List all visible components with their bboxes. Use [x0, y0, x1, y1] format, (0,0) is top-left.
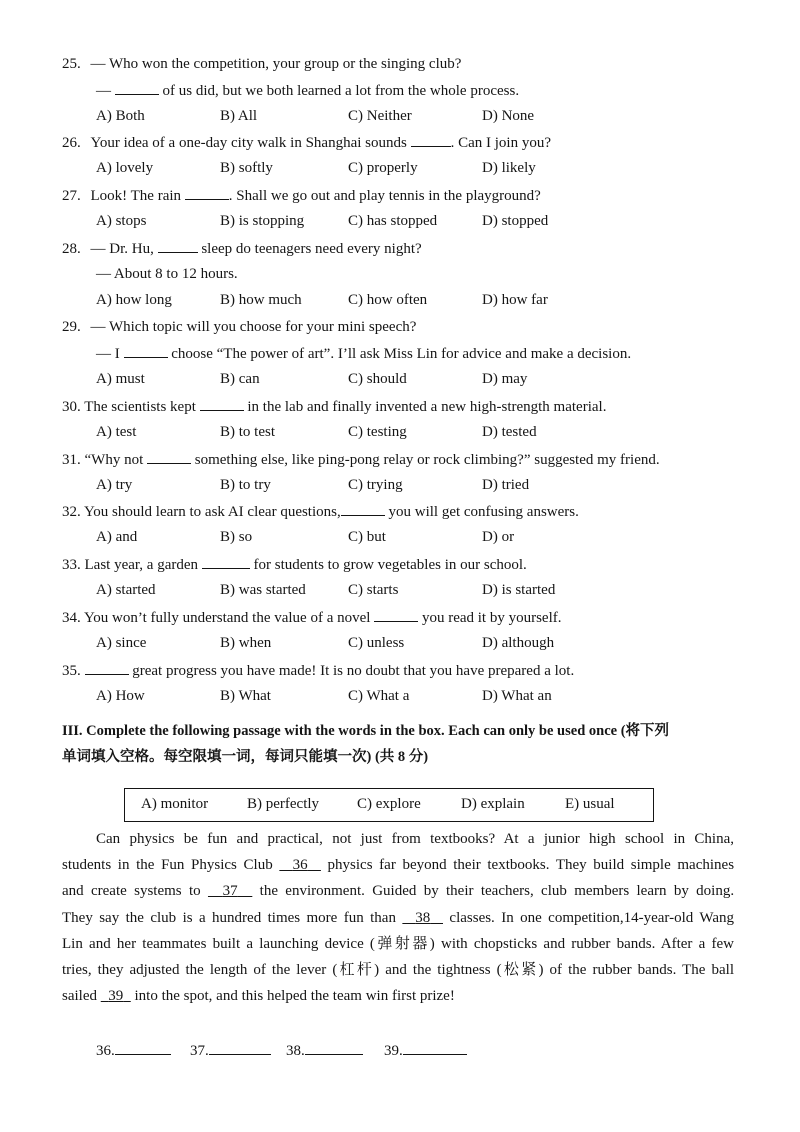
option-d: D) tried: [482, 477, 530, 493]
answer-field[interactable]: [115, 1040, 171, 1055]
option-a: A) stops: [96, 213, 147, 229]
option-a: A) lovely: [96, 160, 154, 176]
question-text: “Why not: [84, 452, 144, 468]
question-text: — Who won the competition, your group or the singing club?: [90, 56, 462, 72]
question-31: [62, 449, 660, 470]
question-text: you will get confusing answers.: [388, 504, 579, 520]
answer-blank: [374, 607, 418, 622]
option-a: A) how long: [96, 292, 172, 308]
options-33: [96, 580, 696, 600]
question-text: The scientists kept: [84, 399, 196, 415]
question-28-line2: [96, 264, 238, 284]
option-a: A) must: [96, 371, 145, 387]
option-d: D) tested: [482, 424, 537, 440]
option-d: D) may: [482, 371, 528, 387]
option-a: A) test: [96, 424, 137, 440]
options-30: [96, 422, 696, 442]
question-text: — Which topic will you choose for your mini speech?: [90, 319, 417, 335]
passage-line: sailed 39 into the spot, and this helped the team win first prize!: [62, 988, 455, 1005]
options-35: [96, 686, 696, 706]
option-c: C) but: [348, 529, 386, 545]
answer-blank: [185, 185, 229, 200]
question-number: 31.: [62, 452, 81, 468]
question-30: [62, 396, 606, 417]
option-b: B) softly: [220, 160, 273, 176]
question-number: 30.: [62, 399, 81, 415]
options-25: [96, 106, 696, 126]
question-number: 27.: [62, 188, 81, 204]
option-b: B) was started: [220, 582, 306, 598]
question-text: great progress you have made! It is no doubt that you have prepared a lot.: [132, 663, 575, 679]
passage-line: tries, they adjusted the length of the lever (杠杆) and the tightness (松紧) of the rubber bands. The ball: [62, 962, 734, 979]
option-b: B) can: [220, 371, 260, 387]
option-c: C) starts: [348, 582, 399, 598]
option-c: C) testing: [348, 424, 407, 440]
question-number: 29.: [62, 319, 81, 335]
word-option: B) perfectly: [247, 796, 320, 812]
question-text: of us did, but we both learned a lot from the whole process.: [162, 83, 520, 99]
section-heading: III. Complete the following passage with the words in the box. Each can only be used once (将下列: [62, 723, 670, 739]
option-d: D) or: [482, 529, 515, 545]
question-29-line2: [96, 343, 631, 364]
options-26: [96, 158, 696, 178]
option-d: D) is started: [482, 582, 556, 598]
option-b: B) when: [220, 635, 272, 651]
answer-field[interactable]: [403, 1040, 467, 1055]
options-28: [96, 290, 696, 310]
option-c: C) What a: [348, 688, 410, 704]
question-number: 26.: [62, 135, 81, 151]
option-c: C) trying: [348, 477, 403, 493]
option-b: B) is stopping: [220, 213, 305, 229]
option-c: C) properly: [348, 160, 418, 176]
question-text: something else, like ping-pong relay or rock climbing?” suggested my friend.: [194, 452, 660, 468]
option-a: A) How: [96, 688, 145, 704]
dash: —: [96, 83, 115, 99]
question-27: [62, 185, 541, 206]
option-c: C) how often: [348, 292, 428, 308]
option-d: D) What an: [482, 688, 552, 704]
answer-36: 36.: [96, 1040, 171, 1060]
answer-39: 39.: [384, 1040, 467, 1060]
question-number: 34.: [62, 610, 81, 626]
question-text: — I: [96, 346, 120, 362]
question-text: Your idea of a one-day city walk in Shanghai sounds: [90, 135, 407, 151]
word-option: C) explore: [357, 796, 421, 812]
option-b: B) All: [220, 108, 258, 124]
options-27: [96, 211, 696, 231]
options-31: [96, 475, 696, 495]
question-text: Look! The rain: [90, 188, 182, 204]
answer-blank: [147, 449, 191, 464]
answer-field[interactable]: [305, 1040, 363, 1055]
answer-blank: [411, 132, 451, 147]
question-35: [62, 660, 574, 681]
option-d: D) although: [482, 635, 555, 651]
question-text: you read it by yourself.: [421, 610, 562, 626]
question-text: . Shall we go out and play tennis in the playground?: [228, 188, 541, 204]
answer-blank: [158, 238, 198, 253]
passage-line: Lin and her teammates built a launching device (弹射器) with chopsticks and rubber bands. After a few: [62, 935, 734, 952]
question-text: sleep do teenagers need every night?: [201, 241, 422, 257]
passage: [62, 826, 734, 1009]
option-a: A) and: [96, 529, 138, 545]
question-text: in the lab and finally invented a new high-strength material.: [247, 399, 607, 415]
question-number: 33.: [62, 557, 81, 573]
question-26: [62, 132, 551, 153]
question-32: [62, 501, 579, 522]
option-b: B) What: [220, 688, 271, 704]
option-d: D) likely: [482, 160, 536, 176]
option-b: B) how much: [220, 292, 302, 308]
question-text: . Can I join you?: [450, 135, 551, 151]
question-25-line2: [96, 80, 519, 101]
question-text: choose “The power of art”. I’ll ask Miss Lin for advice and make a decision.: [171, 346, 632, 362]
option-b: B) to test: [220, 424, 275, 440]
answer-blank: [124, 343, 168, 358]
option-d: D) None: [482, 108, 535, 124]
answer-blank: [341, 501, 385, 516]
section-heading-cont: 单词填入空格。每空限填一词，每词只能填一次) (共 8 分): [62, 749, 429, 765]
answer-blank: [115, 80, 159, 95]
option-a: A) Both: [96, 108, 145, 124]
blank-37: 37: [222, 883, 238, 900]
option-c: C) Neither: [348, 108, 412, 124]
option-c: C) should: [348, 371, 407, 387]
answer-blank: [85, 660, 129, 675]
question-number: 28.: [62, 241, 81, 257]
option-d: D) stopped: [482, 213, 549, 229]
option-b: B) so: [220, 529, 253, 545]
word-option: D) explain: [461, 796, 525, 812]
option-a: A) since: [96, 635, 147, 651]
blank-39: 39: [108, 988, 124, 1005]
question-number: 32.: [62, 504, 81, 520]
options-32: [96, 527, 696, 547]
question-34: [62, 607, 562, 628]
options-29: [96, 369, 696, 389]
option-b: B) to try: [220, 477, 271, 493]
question-33: [62, 554, 527, 575]
question-28: [62, 238, 422, 259]
answer-blank: [202, 554, 250, 569]
blank-36: 36: [292, 857, 308, 874]
answer-38: 38.: [286, 1040, 363, 1060]
question-text: Last year, a garden: [84, 557, 199, 573]
option-c: C) has stopped: [348, 213, 438, 229]
passage-line: They say the club is a hundred times more fun than 38 classes. In one competition,14-year-old Wang: [62, 909, 734, 926]
answer-blank: [200, 396, 244, 411]
question-text: You should learn to ask AI clear questions,: [83, 504, 341, 520]
option-a: A) started: [96, 582, 156, 598]
option-d: D) how far: [482, 292, 548, 308]
passage-line: and create systems to 37 the environment. Guided by their teachers, club members learn by doing.: [62, 883, 735, 900]
option-a: A) try: [96, 477, 133, 493]
question-text: — Dr. Hu,: [90, 241, 154, 257]
question-number: 25.: [62, 56, 81, 72]
word-box: [124, 788, 654, 822]
answer-line: — About 8 to 12 hours.: [96, 266, 238, 282]
passage-line: Can physics be fun and practical, not just from textbooks? At a junior high school in China,: [96, 831, 734, 847]
passage-line: students in the Fun Physics Club 36 physics far beyond their textbooks. They build simple machines: [62, 857, 735, 874]
answer-37: 37.: [190, 1040, 271, 1060]
question-text: for students to grow vegetables in our school.: [253, 557, 527, 573]
answer-field[interactable]: [209, 1040, 271, 1055]
question-text: You won’t fully understand the value of a novel: [83, 610, 371, 626]
word-option: E) usual: [565, 796, 615, 812]
option-c: C) unless: [348, 635, 405, 651]
blank-38: 38: [415, 909, 431, 926]
question-number: 35.: [62, 663, 81, 679]
options-34: [96, 633, 696, 653]
question-25: [62, 54, 461, 74]
question-29: [62, 317, 416, 337]
word-option: A) monitor: [141, 796, 209, 812]
